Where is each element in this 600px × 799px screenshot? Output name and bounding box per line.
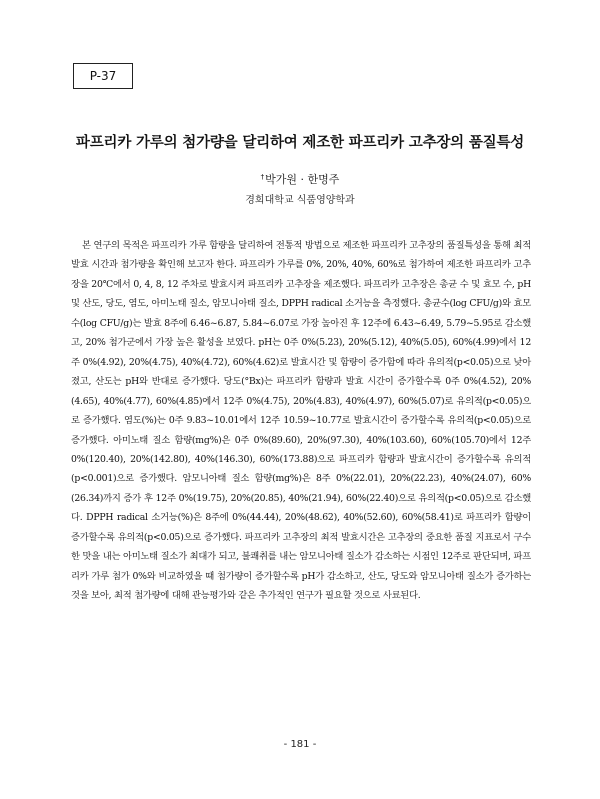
author-line <box>0 171 600 187</box>
paper-title: 파프리카 가루의 첨가량을 달리하여 제조한 파프리카 고추장의 품질특성 <box>75 135 525 151</box>
abstract-body: 본 연구의 목적은 파프리카 가루 함량을 달리하여 전통적 방법으로 제조한 파프리카 고추장의 품질특성을 통해 최적 발효 시간과 첨가량을 확인해 보고자 한다. 파프리카 가루를 0%, 20%, 40%, 60%로 첨가하여 제조한 파프리카 고추장을 20℃에서 0, 4, 8, 12 주차로 발효시켜 파프리카 고추장을 제조했다. 파프리카 고추장은 총균 수 및 효모 수, pH 및 산도, 당도, 염도, 아미노태 질소, 암모니아태 질소, DPPH radical 소거능을 측정했다. 총균수(log CFU/g)와 효모수(log CFU/g)는 발효 8주에 6.46~6.87, 5.84~6.07로 가장 높아진 후 12주에 6.43~6.49, 5.79~5.95로 감소했고, 20% 첨가군에서 가장 높은 활성을 보였다. pH는 0주 0%(5.23), 20%(5.12), 40%(5.05), 60%(4.99)에서 12주 0%(4.92), 20%(4.75), 40%(4.72), 60%(4.62)로 발효시간 및 함량이 증가함에 따라 유의적(p<0.05)으로 낮아졌고, 산도는 pH와 반대로 증가했다. 당도(°Bx)는 파프리카 함량과 발효 시간이 증가할수록 0주 0%(4.52), 20%(4.65), 40%(4.77), 60%(4.85)에서 12주 0%(4.75), 20%(4.83), 40%(4.97), 60%(5.07)로 유의적(p<0.05)으로 증가했다. 염도(%)는 0주 9.83~10.01에서 12주 10.59~10.77로 발효시간이 증가할수록 유의적(p<0.05)으로 증가했다. 아미노태 질소 함량(mg%)은 0주 0%(89.60), 20%(97.30), 40%(103.60), 60%(105.70)에서 12주 0%(120.40), 20%(142.80), 40%(146.30), 60%(173.88)으로 파프리카 함량과 발효시간이 증가할수록 유의적(p<0.001)으로 증가했다. 암모니아태 질소 함량(mg%)은 8주 0%(22.01), 20%(22.23), 40%(24.07), 60%(26.34)까지 증가 후 12주 0%(19.75), 20%(20.85), 40%(21.94), 60%(22.40)으로 유의적(p<0.05)으로 감소했다. DPPH radical 소거능(%)은 8주에 0%(44.44), 20%(48.62), 40%(52.60), 60%(58.41)로 파프리카 함량이 증가할수록 유의적(p<0.05)으로 증가했다. 파프리카 고추장의 최적 발효시간은 고추장의 중요한 품질 지표로서 구수한 맛을 내는 아미노태 질소가 최대가 되고, 불쾌취를 내는 암모니아태 질소가 감소하는 시점인 12주로 판단되며, 파프리카 가루 첨가 0%와 비교하였을 때 첨가량이 증가할수록 pH가 감소하고, 산도, 당도와 암모니아태 질소가 증가하는 것을 보아, 최적 첨가량에 대해 관능평가와 같은 추가적인 연구가 필요할 것으로 사료된다. <box>71 240 531 602</box>
author-names: 박가원 · 한명주 <box>265 173 340 186</box>
page-number: - 181 - <box>283 739 317 750</box>
session-label: P-37 <box>73 63 133 89</box>
corresponding-author-mark: † <box>260 173 265 181</box>
affiliation: 경희대학교 식품영양학과 <box>245 195 355 206</box>
